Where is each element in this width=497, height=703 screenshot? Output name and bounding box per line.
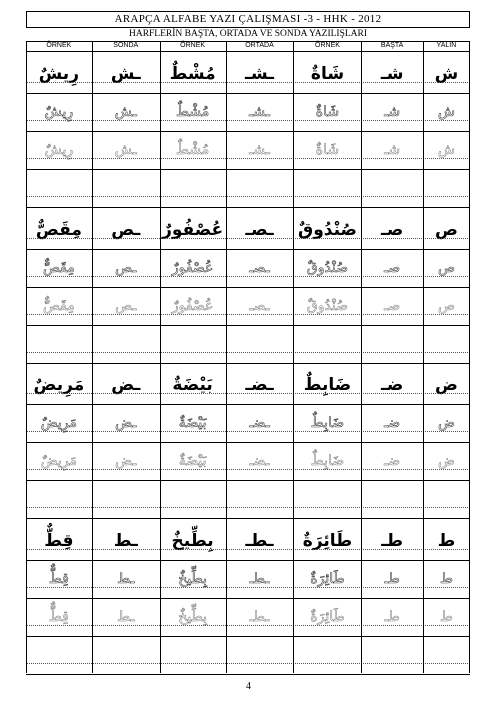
tracing-example: ص [437, 297, 455, 314]
tracing-example: ضَابِطٌ [310, 415, 345, 431]
tracing-example: ـض [115, 453, 137, 469]
letter-example: مُشْطٌ [169, 64, 216, 84]
letter-example: صُنْدُوقٌ [298, 219, 357, 240]
column-divider [92, 41, 93, 673]
tracing-example: شَاةٌ [315, 142, 340, 158]
column-header: YALIN [436, 42, 457, 49]
tracing-example: ـض [115, 415, 137, 431]
tracing-example: ط [439, 570, 453, 587]
letter-example: طَائِرَةٌ [302, 530, 353, 551]
worksheet-title: ARAPÇA ALFABE YAZI ÇALIŞMASI -3 - HHK - 2012 [26, 11, 470, 28]
letter-example: ـط [113, 530, 138, 551]
letter-example: ـص [111, 219, 141, 240]
letter-example: ص [434, 219, 458, 240]
letter-example: شـ [380, 64, 404, 84]
letter-example: بِطِّيخٌ [171, 530, 214, 551]
tracing-example: شـ [384, 104, 401, 120]
letter-example: مِقَصٌّ [35, 219, 82, 240]
tracing-example: ـطـ [249, 570, 270, 587]
column-header: SONDA [113, 42, 139, 49]
column-header: ÖRNEK [315, 42, 340, 49]
column-divider [293, 41, 294, 673]
letter-example: مَرِيضٌ [33, 375, 85, 395]
column-header: ORTADA [245, 42, 274, 49]
letter-example: ضَابِطٌ [303, 375, 352, 395]
tracing-example: ط [439, 608, 453, 625]
tracing-example: ـطـ [249, 608, 270, 625]
letter-example: قِطٌّ [44, 530, 74, 551]
tracing-example: شـ [384, 142, 401, 158]
tracing-example: ـط [117, 608, 135, 625]
tracing-example: مَرِيضٌ [40, 415, 78, 431]
tracing-example: عُصْفُورٌ [171, 259, 214, 276]
tracing-example: صُنْدُوقٌ [306, 259, 349, 276]
practice-grid [26, 41, 470, 673]
letter-example: ض [434, 375, 458, 395]
column-divider [469, 41, 470, 673]
tracing-example: ضَابِطٌ [310, 453, 345, 469]
page-number: 4 [246, 681, 251, 692]
letter-example: ـض [111, 375, 141, 395]
letter-example: ـشـ [245, 64, 274, 84]
letter-example: صـ [381, 219, 404, 240]
tracing-example: مِقَصٌّ [43, 297, 75, 314]
letter-example: شَاةٌ [310, 64, 345, 84]
tracing-example: شَاةٌ [315, 104, 340, 120]
column-header: ÖRNEK [180, 42, 206, 49]
letter-example: ضـ [381, 375, 404, 395]
tracing-example: ـش [114, 142, 137, 158]
tracing-example: قِطٌّ [48, 608, 69, 625]
tracing-example: طـ [384, 570, 400, 587]
tracing-example: طَائِرَةٌ [310, 608, 345, 625]
column-header: ÖRNEK [46, 42, 72, 49]
tracing-example: طَائِرَةٌ [310, 570, 345, 587]
column-header: BAŞTA [380, 42, 404, 49]
tracing-example: رِيشٌ [44, 104, 74, 120]
tracing-example: ـضـ [249, 415, 270, 431]
tracing-example: ش [437, 104, 455, 120]
tracing-example: ـص [115, 259, 137, 276]
column-divider [26, 41, 27, 673]
column-divider [160, 41, 161, 673]
column-divider [361, 41, 362, 673]
tracing-example: بِطِّيخٌ [178, 608, 207, 625]
tracing-example: ض [437, 415, 455, 431]
worksheet-subtitle: HARFLERİN BAŞTA, ORTADA VE SONDA YAZILIŞLARI [128, 29, 368, 39]
tracing-example: صـ [384, 297, 401, 314]
tracing-example: ـضـ [249, 453, 270, 469]
tracing-example: طـ [384, 608, 400, 625]
tracing-example: ص [437, 259, 455, 276]
tracing-example: ـط [117, 570, 135, 587]
column-divider [226, 41, 227, 673]
tracing-example: ـص [115, 297, 137, 314]
tracing-example: ضـ [384, 415, 401, 431]
column-divider [423, 41, 424, 673]
tracing-example: ـصـ [249, 259, 270, 276]
tracing-example: صـ [384, 259, 401, 276]
tracing-example: ض [437, 453, 455, 469]
tracing-example: بِطِّيخٌ [178, 570, 207, 587]
letter-example: عُصْفُورٌ [162, 219, 224, 240]
tracing-example: ـصـ [249, 297, 270, 314]
tracing-example: بَيْضَةٌ [178, 453, 207, 469]
tracing-example: مَرِيضٌ [40, 453, 78, 469]
tracing-example: ش [437, 142, 455, 158]
tracing-example: ضـ [384, 453, 401, 469]
grid-line [26, 674, 470, 675]
letter-example: طـ [381, 530, 404, 551]
letter-example: ـصـ [245, 219, 274, 240]
letter-example: بَيْضَةٌ [172, 375, 213, 395]
tracing-example: مُشْطٌ [175, 142, 210, 158]
tracing-example: قِطٌّ [48, 570, 69, 587]
tracing-example: مِقَصٌّ [43, 259, 75, 276]
letter-example: ط [437, 530, 456, 551]
tracing-example: بَيْضَةٌ [178, 415, 207, 431]
tracing-example: صُنْدُوقٌ [306, 297, 349, 314]
tracing-example: مُشْطٌ [175, 104, 210, 120]
letter-example: ـطـ [245, 530, 274, 551]
tracing-example: ـشـ [249, 142, 270, 158]
letter-example: ـش [110, 64, 141, 84]
letter-example: ـضـ [245, 375, 274, 395]
tracing-example: ـشـ [249, 104, 270, 120]
tracing-example: عُصْفُورٌ [171, 297, 214, 314]
letter-example: ش [434, 64, 459, 84]
tracing-example: رِيشٌ [44, 142, 74, 158]
tracing-example: ـش [114, 104, 137, 120]
letter-example: رِيشٌ [38, 64, 79, 84]
